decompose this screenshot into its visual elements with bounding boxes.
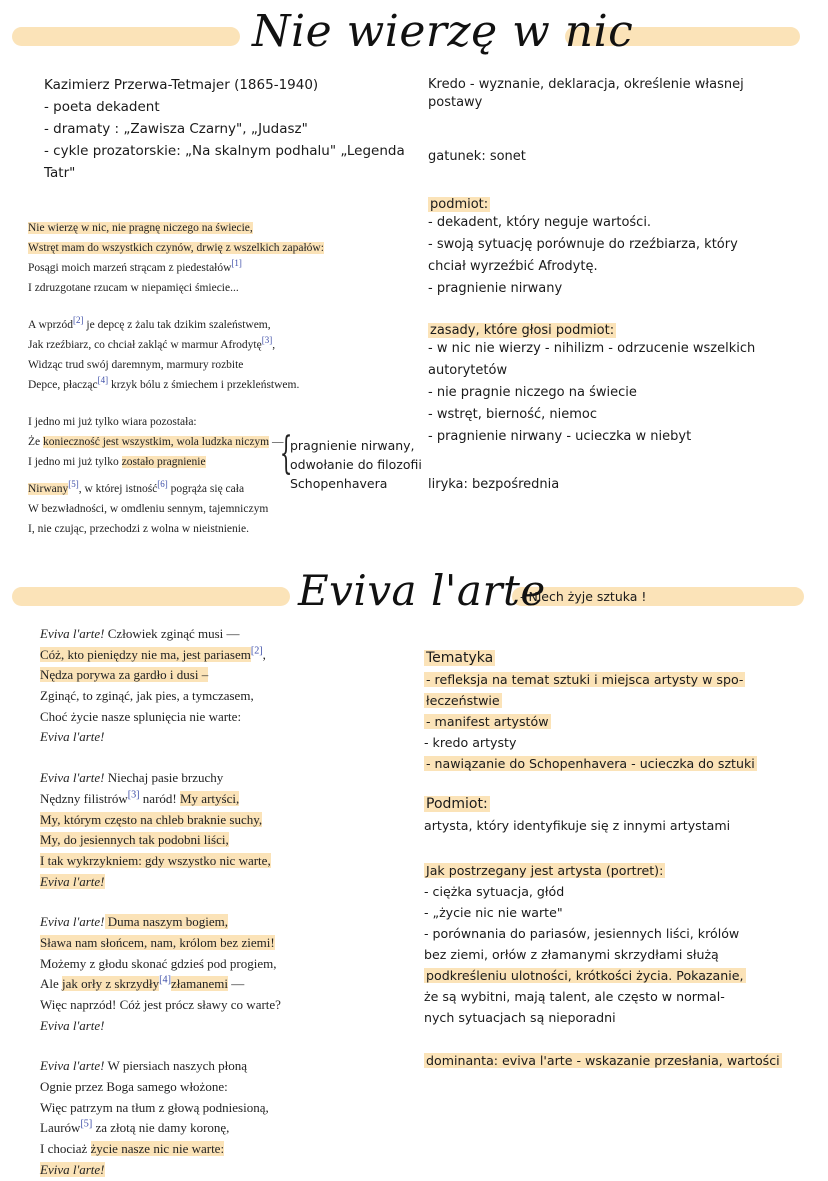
poem-highlight: Nirwany: [28, 483, 69, 495]
portret-line: - ciężka sytuacja, głód: [424, 884, 565, 899]
zasady-line: - w nic nie wierzy - nihilizm - odrzucenie wszelkich: [428, 341, 756, 356]
poem-highlight: Duma naszym bogiem,: [104, 914, 228, 930]
poem-line: Widząc trud swój daremnym, marmury rozbite: [28, 359, 244, 371]
refrain: Eviva l'arte!: [40, 1017, 105, 1033]
podmiot-heading-2: Podmiot:: [426, 796, 488, 812]
refrain: Eviva l'arte!: [40, 1058, 105, 1074]
poem-line-part: —: [228, 976, 245, 992]
portret-line: że są wybitni, mają talent, ale często w normal-: [424, 989, 725, 1004]
portret-heading: Jak postrzegany jest artysta (portret):: [426, 863, 664, 878]
kredo-line: postawy: [428, 95, 483, 110]
poem-highlight: My, do jesiennych tak podobni liści,: [40, 832, 229, 848]
zasady-line: autorytetów: [428, 363, 508, 378]
portret-line: nych sytuacjach są nieporadni: [424, 1010, 616, 1025]
poem-highlight: My artyści,: [179, 790, 240, 806]
poem-line: Laurów: [40, 1120, 81, 1136]
poem-highlight: My, którym często na chleb braknie suchy,: [40, 811, 263, 827]
gatunek: gatunek: sonet: [428, 149, 526, 164]
poem-line-part: naród!: [139, 790, 180, 806]
poem-annotation: [290, 436, 422, 493]
poem-line: Depce, płacząc: [28, 379, 98, 391]
bio-line: Tatr": [44, 165, 76, 181]
poem-line-part: ,: [262, 646, 266, 662]
zasady-line: - nie pragnie niczego na świecie: [428, 385, 637, 400]
author-name: Kazimierz Przerwa-Tetmajer (1865-1940): [44, 77, 319, 93]
annotation-line: odwołanie do filozofii: [290, 457, 422, 472]
title-bar-left: [12, 27, 240, 46]
poem-highlight: zostało pragnienie: [121, 456, 206, 468]
tematyka-line: - refleksja na temat sztuki i miejsca artysty w spo-: [426, 672, 744, 687]
footnote-ref[interactable]: [6]: [157, 479, 168, 490]
poem-line-part: , w której istność: [78, 483, 158, 495]
poem-highlight: Nędza porywa za gardło i dusi –: [40, 667, 209, 683]
podmiot-line-2: artysta, który identyfikuje się z innymi artystami: [424, 818, 731, 833]
footnote-ref[interactable]: [5]: [68, 479, 79, 490]
poem-highlight: Cóż, kto pieniędzy nie ma, jest pariasem: [40, 646, 251, 662]
podmiot-heading: podmiot:: [430, 197, 489, 212]
portret-line: - „życie nic nie warte": [424, 905, 563, 920]
bio-line: - dramaty : „Zawisza Czarny", „Judasz": [44, 121, 308, 137]
poem-highlight: I tak wykrzykniem: gdy wszystko nic warte,: [40, 852, 271, 868]
footnote-ref[interactable]: [2]: [250, 645, 263, 657]
poem-line: Posągi moich marzeń strącam z piedestałów: [28, 262, 232, 274]
tematyka-line: łeczeństwie: [426, 693, 500, 708]
poem-line-part: pogrąża się cała: [167, 483, 245, 495]
footnote-ref[interactable]: [3]: [127, 789, 140, 801]
zasady-line: - pragnienie nirwany - ucieczka w niebyt: [428, 429, 692, 444]
poem-nie-wierze: [28, 218, 324, 539]
poem-line: I zdruzgotane rzucam w niepamięci śmiecie...: [28, 282, 239, 294]
footnote-ref[interactable]: [4]: [97, 375, 109, 386]
footnote-ref[interactable]: [1]: [231, 258, 242, 269]
tematyka-line: - manifest artystów: [426, 714, 549, 729]
zasady-heading: zasady, które głosi podmiot:: [430, 323, 615, 338]
poem-highlight: konieczność jest wszystkim, wola ludzka niczym: [43, 436, 270, 448]
poem-highlight: Sława nam słońcem, nam, królom bez ziemi!: [40, 934, 275, 950]
poem-line-part: —: [269, 436, 284, 448]
poem-line-part: za złotą nie damy koronę,: [92, 1120, 230, 1136]
refrain: Eviva l'arte!: [40, 729, 105, 745]
page-title-1: Nie wierzę w nic: [252, 6, 634, 57]
refrain: Eviva l'arte!: [40, 770, 105, 786]
poem-line: Ale: [40, 976, 63, 992]
poem-line: A wprzód: [28, 319, 74, 331]
poem-line-part: krzyk bólu z śmiechem i przekleństwem.: [108, 379, 300, 391]
notes-2: [424, 648, 782, 1071]
notes-1: [428, 76, 755, 494]
page-title-2: Eviva l'arte: [298, 566, 546, 615]
poem-line: Nie wierzę w nic, nie pragnę niczego na świecie,: [28, 222, 253, 234]
refrain: Eviva l'arte!: [40, 914, 105, 930]
poem-line: Ognie przez Boga samego włożone:: [40, 1079, 228, 1095]
refrain: Eviva l'arte!: [40, 1161, 105, 1177]
portret-line: - porównania do pariasów, jesiennych liści, królów: [424, 926, 740, 941]
poem-line: Więc patrzym na tłum z głową podniesioną,: [40, 1099, 269, 1115]
footnote-ref[interactable]: [5]: [80, 1119, 93, 1131]
footnote-ref[interactable]: [3]: [261, 335, 273, 346]
poem-line: I, nie czując, przechodzi z wolna w nieistnienie.: [28, 523, 249, 535]
poem-line: Wstręt mam do wszystkich czynów, drwię z wszelkich zapałów:: [28, 242, 324, 254]
portret-line: podkreśleniu ulotności, krótkości życia. Pokazanie,: [426, 968, 744, 983]
poem-highlight: złamanemi: [170, 976, 228, 992]
poem-line: Zginąć, to zginąć, jak pies, a tymczasem,: [40, 688, 254, 704]
refrain: Eviva l'arte!: [40, 626, 105, 641]
poem-line-part: ,: [272, 339, 276, 351]
bio-line: - cykle prozatorskie: „Na skalnym podhalu" „Legenda: [44, 143, 405, 159]
tematyka-heading: Tematyka: [426, 650, 494, 666]
poem-line-part: Niechaj pasie brzuchy: [104, 770, 224, 786]
annotation-line: Schopenhavera: [290, 476, 388, 491]
kredo-line: Kredo - wyznanie, deklaracja, określenie własnej: [428, 77, 744, 92]
podmiot-line: - dekadent, który neguje wartości.: [428, 215, 652, 230]
tematyka-line: - kredo artysty: [424, 735, 517, 750]
poem-line: Choć życie nasze splunięcia nie warte:: [40, 708, 242, 724]
poem-line-part: W piersiach naszych płoną: [104, 1058, 247, 1074]
footnote-ref[interactable]: [4]: [159, 974, 171, 986]
curly-brace: {: [279, 428, 293, 479]
poem-line: Jak rzeźbiarz, co chciał zakląć w marmur Afrodytę: [28, 339, 262, 351]
podmiot-line: - pragnienie nirwany: [428, 281, 563, 296]
poem-highlight: życie nasze nic nie warte:: [90, 1141, 225, 1157]
annotation-line: pragnienie nirwany,: [290, 438, 415, 453]
title-subtitle: - Niech żyje sztuka !: [520, 589, 647, 604]
tematyka-line: - nawiązanie do Schopenhavera - ucieczka do sztuki: [426, 756, 755, 771]
poem-line-part: Człowiek zginąć musi —: [104, 626, 240, 641]
podmiot-line: - swoją sytuację porównuje do rzeźbiarza, który: [428, 237, 738, 252]
poem-line: W bezwładności, w omdleniu sennym, tajemniczym: [28, 503, 269, 515]
poem-line: Że: [28, 436, 44, 448]
poem-line: I jedno mi już tylko wiara pozostała:: [28, 416, 197, 428]
refrain: Eviva l'arte!: [40, 873, 105, 889]
title-bar-left-2: [12, 587, 290, 606]
footnote-ref[interactable]: [2]: [73, 315, 84, 326]
dominanta: dominanta: eviva l'arte - wskazanie przesłania, wartości: [426, 1053, 780, 1068]
portret-line: bez ziemi, orłów z złamanymi skrzydłami służą: [424, 947, 719, 962]
podmiot-line: chciał wyrzeźbić Afrodytę.: [428, 259, 598, 274]
author-bio: [44, 76, 405, 186]
poem-line: I jedno mi już tylko: [28, 456, 122, 468]
poem-line: Nędzny filistrów: [40, 790, 128, 806]
liryka: liryka: bezpośrednia: [428, 477, 560, 492]
poem-line: Możemy z głodu skonać gdzieś pod progiem,: [40, 955, 277, 971]
poem-eviva-larte: [40, 624, 281, 1181]
bio-line: - poeta dekadent: [44, 99, 160, 115]
poem-highlight: jak orły z skrzydły: [62, 976, 160, 992]
poem-line: Więc naprzód! Cóż jest prócz sławy co warte?: [40, 997, 281, 1012]
zasady-line: - wstręt, bierność, niemoc: [428, 407, 597, 422]
poem-line-part: je depcę z żalu tak dzikim szaleństwem,: [83, 319, 271, 331]
poem-line: I chociaż: [40, 1141, 91, 1157]
